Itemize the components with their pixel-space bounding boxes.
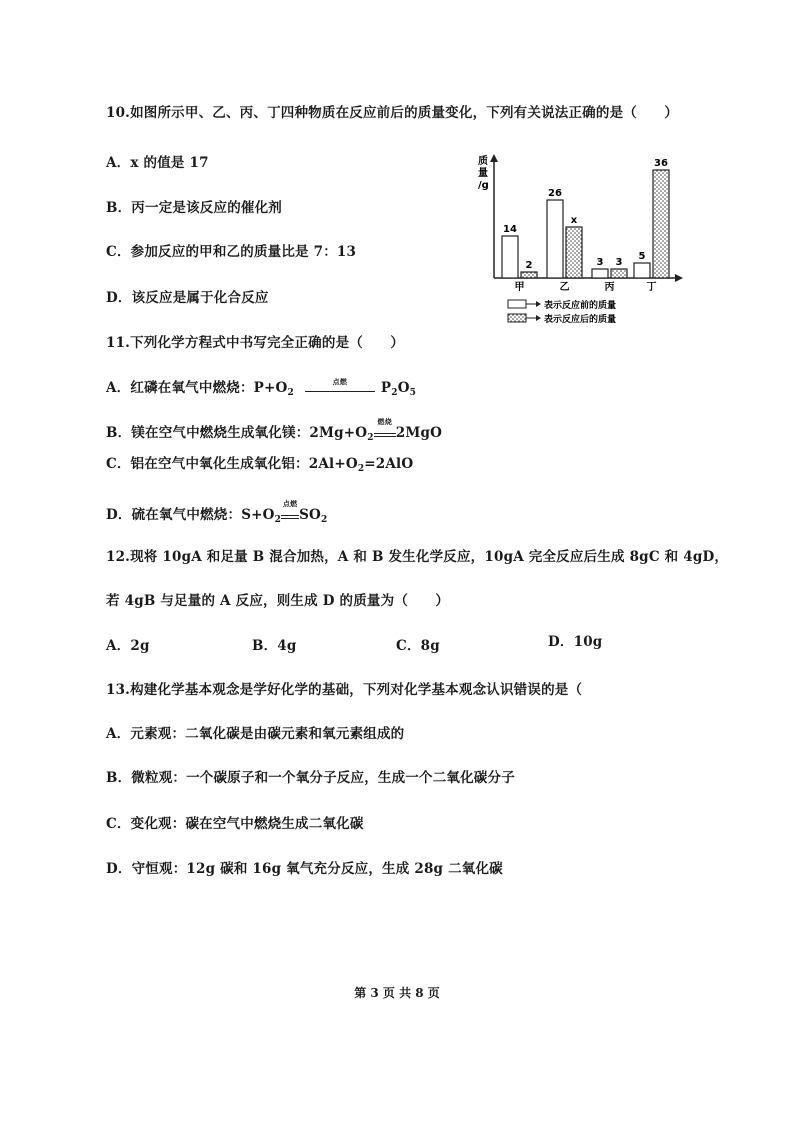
y-label-char-2: 量 xyxy=(478,168,488,179)
bar-value-label: 14 xyxy=(503,224,517,235)
category-label: 甲 xyxy=(514,282,525,293)
q11-stem: 11.下列化学方程式中书写完全正确的是（ ） xyxy=(106,335,405,351)
bar-value-label: 3 xyxy=(596,257,604,268)
y-axis-label xyxy=(478,154,489,191)
bar-丙-before xyxy=(592,269,608,278)
y-axis-arrow xyxy=(490,154,498,162)
q11-option-c[interactable]: C．铝在空气中氧化生成氧化铝：$2Al+O_2=2AlO$ xyxy=(106,456,414,474)
bar-value-label: 3 xyxy=(615,257,623,268)
legend xyxy=(508,299,616,325)
bar-乙-after xyxy=(566,227,582,278)
q12-option-d[interactable]: D．10g xyxy=(548,634,603,650)
legend-after-label: 表示反应后的质量 xyxy=(544,315,617,325)
q12-option-c[interactable]: C．8g xyxy=(396,638,440,654)
q12-option-b[interactable]: B．4g xyxy=(252,638,297,654)
q13-option-c[interactable]: C．变化观：碳在空气中燃烧生成二氧化碳 xyxy=(106,816,364,832)
y-label-char-3: /g xyxy=(478,180,489,191)
q12-option-a[interactable]: A．2g xyxy=(106,638,150,654)
condition-equals-d: 点燃 xyxy=(281,509,299,519)
q10-option-a[interactable]: A．x 的值是 17 xyxy=(106,155,209,171)
q11-option-a[interactable]: A．红磷在氧气中燃烧：$P+O_2$ 点燃 $P_2O_5$ xyxy=(106,377,417,398)
x-axis-arrow xyxy=(675,274,683,282)
q13-stem: 13.构建化学基本观念是学好化学的基础，下列对化学基本观念认识错误的是（ xyxy=(106,682,583,698)
condition-equals-b: 燃烧 xyxy=(374,427,396,437)
q13-option-b[interactable]: B．微粒观：一个碳原子和一个氧分子反应，生成一个二氧化碳分子 xyxy=(106,770,515,786)
category-label: 丁 xyxy=(646,282,657,293)
bar-丁-after xyxy=(653,170,669,278)
y-label-char-1: 质 xyxy=(478,156,488,167)
mass-bar-chart xyxy=(474,152,698,332)
q11-option-b[interactable]: B．镁在空气中燃烧生成氧化镁：$2Mg+O_2$ 燃烧 2MgO xyxy=(106,417,443,443)
q10-option-c[interactable]: C．参加反应的甲和乙的质量比是 7：13 xyxy=(106,244,357,260)
q12-stem-line-2: 若 4gB 与足量的 A 反应，则生成 D 的质量为（ ） xyxy=(106,593,450,609)
q10-option-b[interactable]: B．丙一定是该反应的催化剂 xyxy=(106,200,283,216)
q11-option-d[interactable]: D．硫在氧气中燃烧：$S+O_2$ 点燃 $SO_2$ xyxy=(106,499,328,525)
bar-value-label: 26 xyxy=(548,188,562,199)
bar-value-label: 2 xyxy=(525,260,533,271)
condition-arrow-a: 点燃 xyxy=(305,389,375,392)
category-label: 丙 xyxy=(604,282,615,293)
bar-乙-before xyxy=(547,200,563,278)
page-number-footer: 第 3 页 共 8 页 xyxy=(354,986,440,1000)
bar-丁-before xyxy=(634,263,650,278)
bar-value-label: 5 xyxy=(638,251,646,262)
q12-stem-line-1: 12.现将 10gA 和足量 B 混合加热，A 和 B 发生化学反应，10gA 完全反应后生成 8gC 和 4gD， xyxy=(106,549,729,565)
bar-value-label: x xyxy=(570,215,578,226)
bar-value-label: 36 xyxy=(654,158,668,169)
q10-stem: 10.如图所示甲、乙、丙、丁四种物质在反应前后的质量变化，下列有关说法正确的是（ ） xyxy=(106,105,679,121)
legend-after-swatch xyxy=(508,314,526,322)
q13-option-a[interactable]: A．元素观：二氧化碳是由碳元素和氧元素组成的 xyxy=(106,726,405,742)
legend-before-label: 表示反应前的质量 xyxy=(544,301,617,311)
legend-before-swatch xyxy=(508,300,526,308)
q13-option-d[interactable]: D．守恒观：12g 碳和 16g 氧气充分反应，生成 28g 二氧化碳 xyxy=(106,861,503,877)
q10-option-d[interactable]: D．该反应是属于化合反应 xyxy=(106,290,269,306)
bar-丙-after xyxy=(611,269,627,278)
bar-甲-before xyxy=(502,236,518,278)
category-label: 乙 xyxy=(559,282,570,293)
bar-甲-after xyxy=(521,272,537,278)
